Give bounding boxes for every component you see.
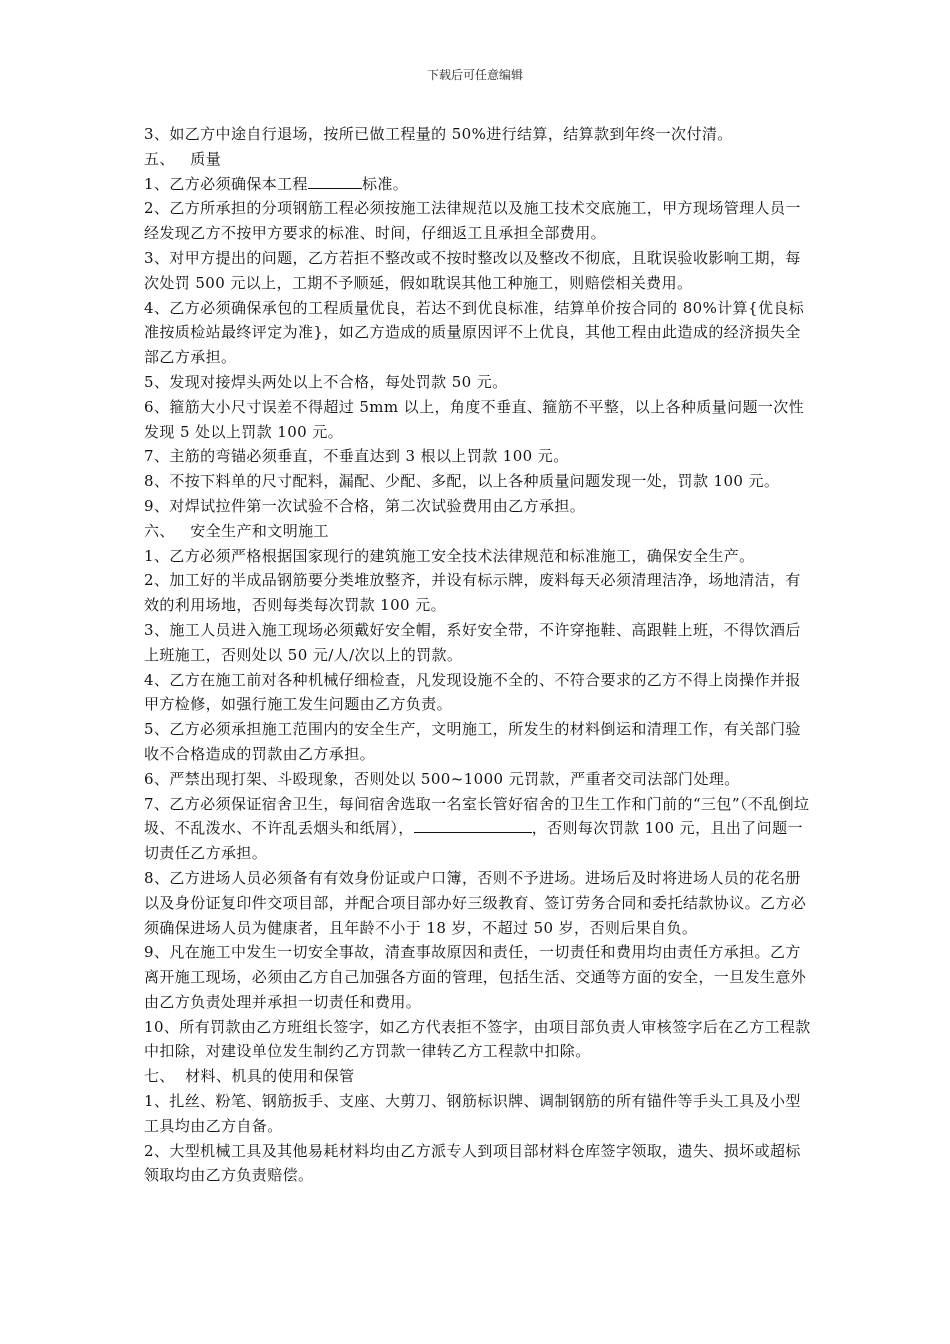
paragraph: 2、加工好的半成品钢筋要分类堆放整齐，并设有标示牌，废料每天必须清理洁净，场地清洁，有效的利用场地，否则每类每次罚款 100 元。 — [144, 571, 801, 615]
paragraph: 6、箍筋大小尺寸误差不得超过 5mm 以上，角度不垂直、箍筋不平整，以上各种质量问题一次性发现 5 处以上罚款 100 元。 — [144, 397, 805, 441]
paragraph — [144, 792, 816, 866]
paragraph: 10、所有罚款由乙方班组长签字，如乙方代表拒不签字，由项目部负责人审核签字后在乙方工程款中扣除，对建设单位发生制约乙方罚款一律转乙方工程款中扣除。 — [144, 1017, 811, 1061]
paragraph: 2、乙方所承担的分项钢筋工程必须按施工法律规范以及施工技术交底施工，甲方现场管理人员一经发现乙方不按甲方要求的标准、时间，仔细返工且承担全部费用。 — [144, 199, 801, 243]
text-run: 7、乙方必须保证宿舍卫生，每间宿舍选取一名室长管好宿舍的卫生工作和门前的“三包”（不乱倒垃圾、不乱泼水、不许乱丢烟头和纸屑）， — [144, 794, 810, 838]
paragraph: 3、对甲方提出的问题，乙方若拒不整改或不按时整改以及整改不彻底，且耽误验收影响工期，每次处罚 500 元以上，工期不予顺延，假如耽误其他工种施工，则赔偿相关费用。 — [144, 248, 801, 292]
paragraph: 7、主筋的弯锚必须垂直，不垂直达到 3 根以上罚款 100 元。 — [144, 447, 569, 466]
paragraph: 5、发现对接焊头两处以上不合格，每处罚款 50 元。 — [144, 372, 508, 391]
paragraph: 8、不按下料单的尺寸配料，漏配、少配、多配，以上各种质量问题发现一处，罚款 100 元。 — [144, 472, 780, 491]
page-header: 下载后可任意编辑 — [426, 68, 523, 82]
paragraph: 5、乙方必须承担施工范围内的安全生产，文明施工，所发生的材料倒运和清理工作，有关部门验收不合格造成的罚款由乙方承担。 — [144, 720, 801, 763]
paragraph: 1、乙方必须严格根据国家现行的建筑施工安全技术法律规范和标准施工，确保安全生产。 — [144, 546, 755, 565]
paragraph: 4、乙方在施工前对各种机械仔细检查，凡发现设施不全的、不符合要求的乙方不得上岗操作并报甲方检修，如强行施工发生问题由乙方负责。 — [144, 670, 801, 714]
blank-underline — [414, 817, 532, 833]
paragraph: 3、施工人员进入施工现场必须戴好安全帽，系好安全带，不许穿拖鞋、高跟鞋上班，不得饮酒后上班施工，否则处以 50 元/人/次以上的罚款。 — [144, 620, 801, 664]
paragraph: 9、对焊试拉件第一次试验不合格，第二次试验费用由乙方承担。 — [144, 496, 586, 515]
document-body — [144, 122, 816, 1188]
section-heading: 五、 质量 — [144, 149, 222, 168]
blank-underline — [308, 173, 362, 189]
paragraph: 6、严禁出现打架、斗殴现象，否则处以 500~1000 元罚款，严重者交司法部门处理。 — [144, 769, 740, 788]
paragraph: 8、乙方进场人员必须备有有效身份证或户口簿，否则不予进场。进场后及时将进场人员的花名册以及身份证复印件交项目部，并配合项目部办好三级教育、签订劳务合同和委托结款协议。乙方必须确保进场人员为健康者，且年龄不小于 18 岁，不超过 50 岁，否则后果自负。 — [144, 868, 807, 937]
paragraph — [144, 172, 816, 197]
paragraph: 2、大型机械工具及其他易耗材料均由乙方派专人到项目部材料仓库签字领取，遗失、损坏或超标领取均由乙方负责赔偿。 — [144, 1141, 801, 1185]
paragraph: 4、乙方必须确保承包的工程质量优良，若达不到优良标准，结算单价按合同的 80%计算{优良标准按质检站最终评定为准}，如乙方造成的质量原因评不上优良，其他工程由此造成的经济损失全部乙方承担。 — [144, 298, 805, 367]
text-run: 1、乙方必须确保本工程 — [144, 174, 308, 193]
section-heading: 六、 安全生产和文明施工 — [144, 521, 329, 540]
paragraph: 1、扎丝、粉笔、钢筋扳手、支座、大剪刀、钢筋标识牌、调制钢筋的所有锚件等手头工具及小型工具均由乙方自备。 — [144, 1092, 801, 1135]
paragraph: 9、凡在施工中发生一切安全事故，清查事故原因和责任，一切责任和费用均由责任方承担。乙方离开施工现场，必须由乙方自己加强各方面的管理，包括生活、交通等方面的安全，一旦发生意外由乙方负责处理并承担一切责任和费用。 — [144, 943, 807, 1011]
paragraph: 3、如乙方中途自行退场，按所已做工程量的 50%进行结算，结算款到年终一次付清。 — [144, 125, 733, 143]
section-heading: 七、 材料、机具的使用和保管 — [144, 1067, 355, 1086]
text-run: 标准。 — [361, 174, 409, 193]
text-run: ，否则每次罚款 100 元，且出了问题一切责任乙方承担。 — [144, 819, 803, 863]
